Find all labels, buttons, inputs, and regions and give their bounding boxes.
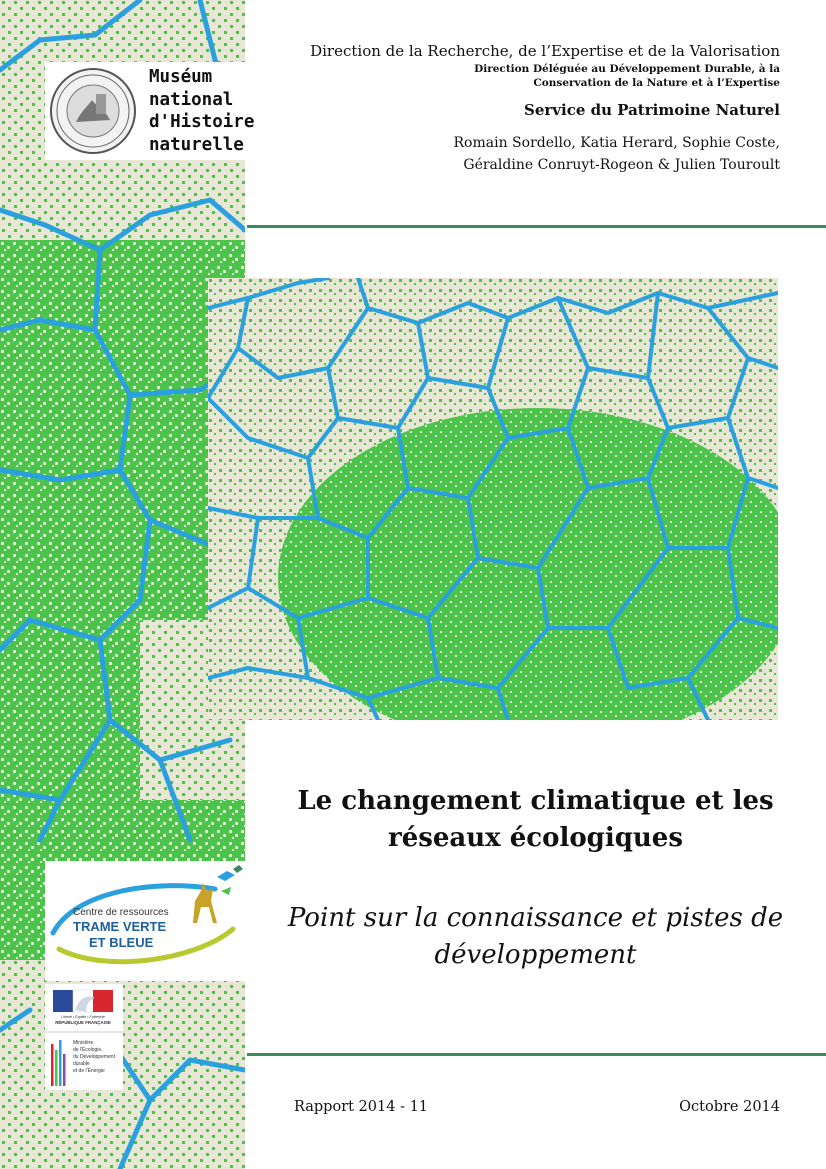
cover-image xyxy=(208,278,778,720)
museum-logo xyxy=(45,62,255,160)
authors-line2: Géraldine Conruyt-Rogeon & Julien Touroult xyxy=(463,157,780,173)
delegate-directorate-line2: Conservation de la Nature et à l’Expertise xyxy=(533,77,780,89)
republic-motto: Liberté • Égalité • Fraternité xyxy=(61,1015,105,1019)
report-title-line1: Le changement climatique et les xyxy=(297,786,774,816)
report-subtitle-line1: Point sur la connaissance et pistes de xyxy=(287,903,784,933)
ministry-line2: de l'Écologie, xyxy=(73,1047,103,1053)
authors xyxy=(310,132,780,176)
museum-name-line2: national xyxy=(149,89,234,110)
delegate-directorate-line1: Direction Déléguée au Développement Durable, à la xyxy=(474,63,780,75)
museum-seal-icon xyxy=(50,68,136,154)
report-title xyxy=(268,783,803,857)
header-block xyxy=(310,40,780,176)
museum-name-line3: d'Histoire xyxy=(149,112,255,132)
museum-name xyxy=(149,66,254,156)
tvb-line3: ET BLEUE xyxy=(89,935,154,950)
tvb-line2: TRAME VERTE xyxy=(73,919,167,934)
museum-name-line4: naturelle xyxy=(149,134,244,155)
service-name: Service du Patrimoine Naturel xyxy=(524,101,780,119)
trame-verte-bleue-logo xyxy=(45,861,246,981)
ministry-line5: et de l'Énergie xyxy=(73,1068,105,1074)
bottom-divider xyxy=(247,1053,826,1056)
bird-icon xyxy=(217,871,235,881)
tvb-line1: Centre de ressources xyxy=(73,907,169,918)
flag-red xyxy=(93,990,113,1012)
ministry-line4: durable xyxy=(73,1061,90,1067)
flag-blue xyxy=(53,990,73,1012)
top-divider xyxy=(247,225,826,228)
report-title-line2: réseaux écologiques xyxy=(388,823,683,853)
report-subtitle xyxy=(268,900,803,974)
museum-name-line1: Muséum xyxy=(149,67,213,87)
republic-label: RÉPUBLIQUE FRANÇAISE xyxy=(55,1020,111,1025)
report-number: Rapport 2014 - 11 xyxy=(294,1099,429,1115)
report-subtitle-line2: développement xyxy=(434,940,637,970)
ministry-line1: Ministère xyxy=(73,1040,94,1046)
report-date: Octobre 2014 xyxy=(679,1099,780,1115)
ministry-line3: du Développement xyxy=(73,1054,115,1060)
authors-line1: Romain Sordello, Katia Herard, Sophie Coste, xyxy=(453,135,780,151)
government-logo xyxy=(45,984,123,1090)
directorate-line: Direction de la Recherche, de l’Expertise et de la Valorisation xyxy=(310,42,780,60)
